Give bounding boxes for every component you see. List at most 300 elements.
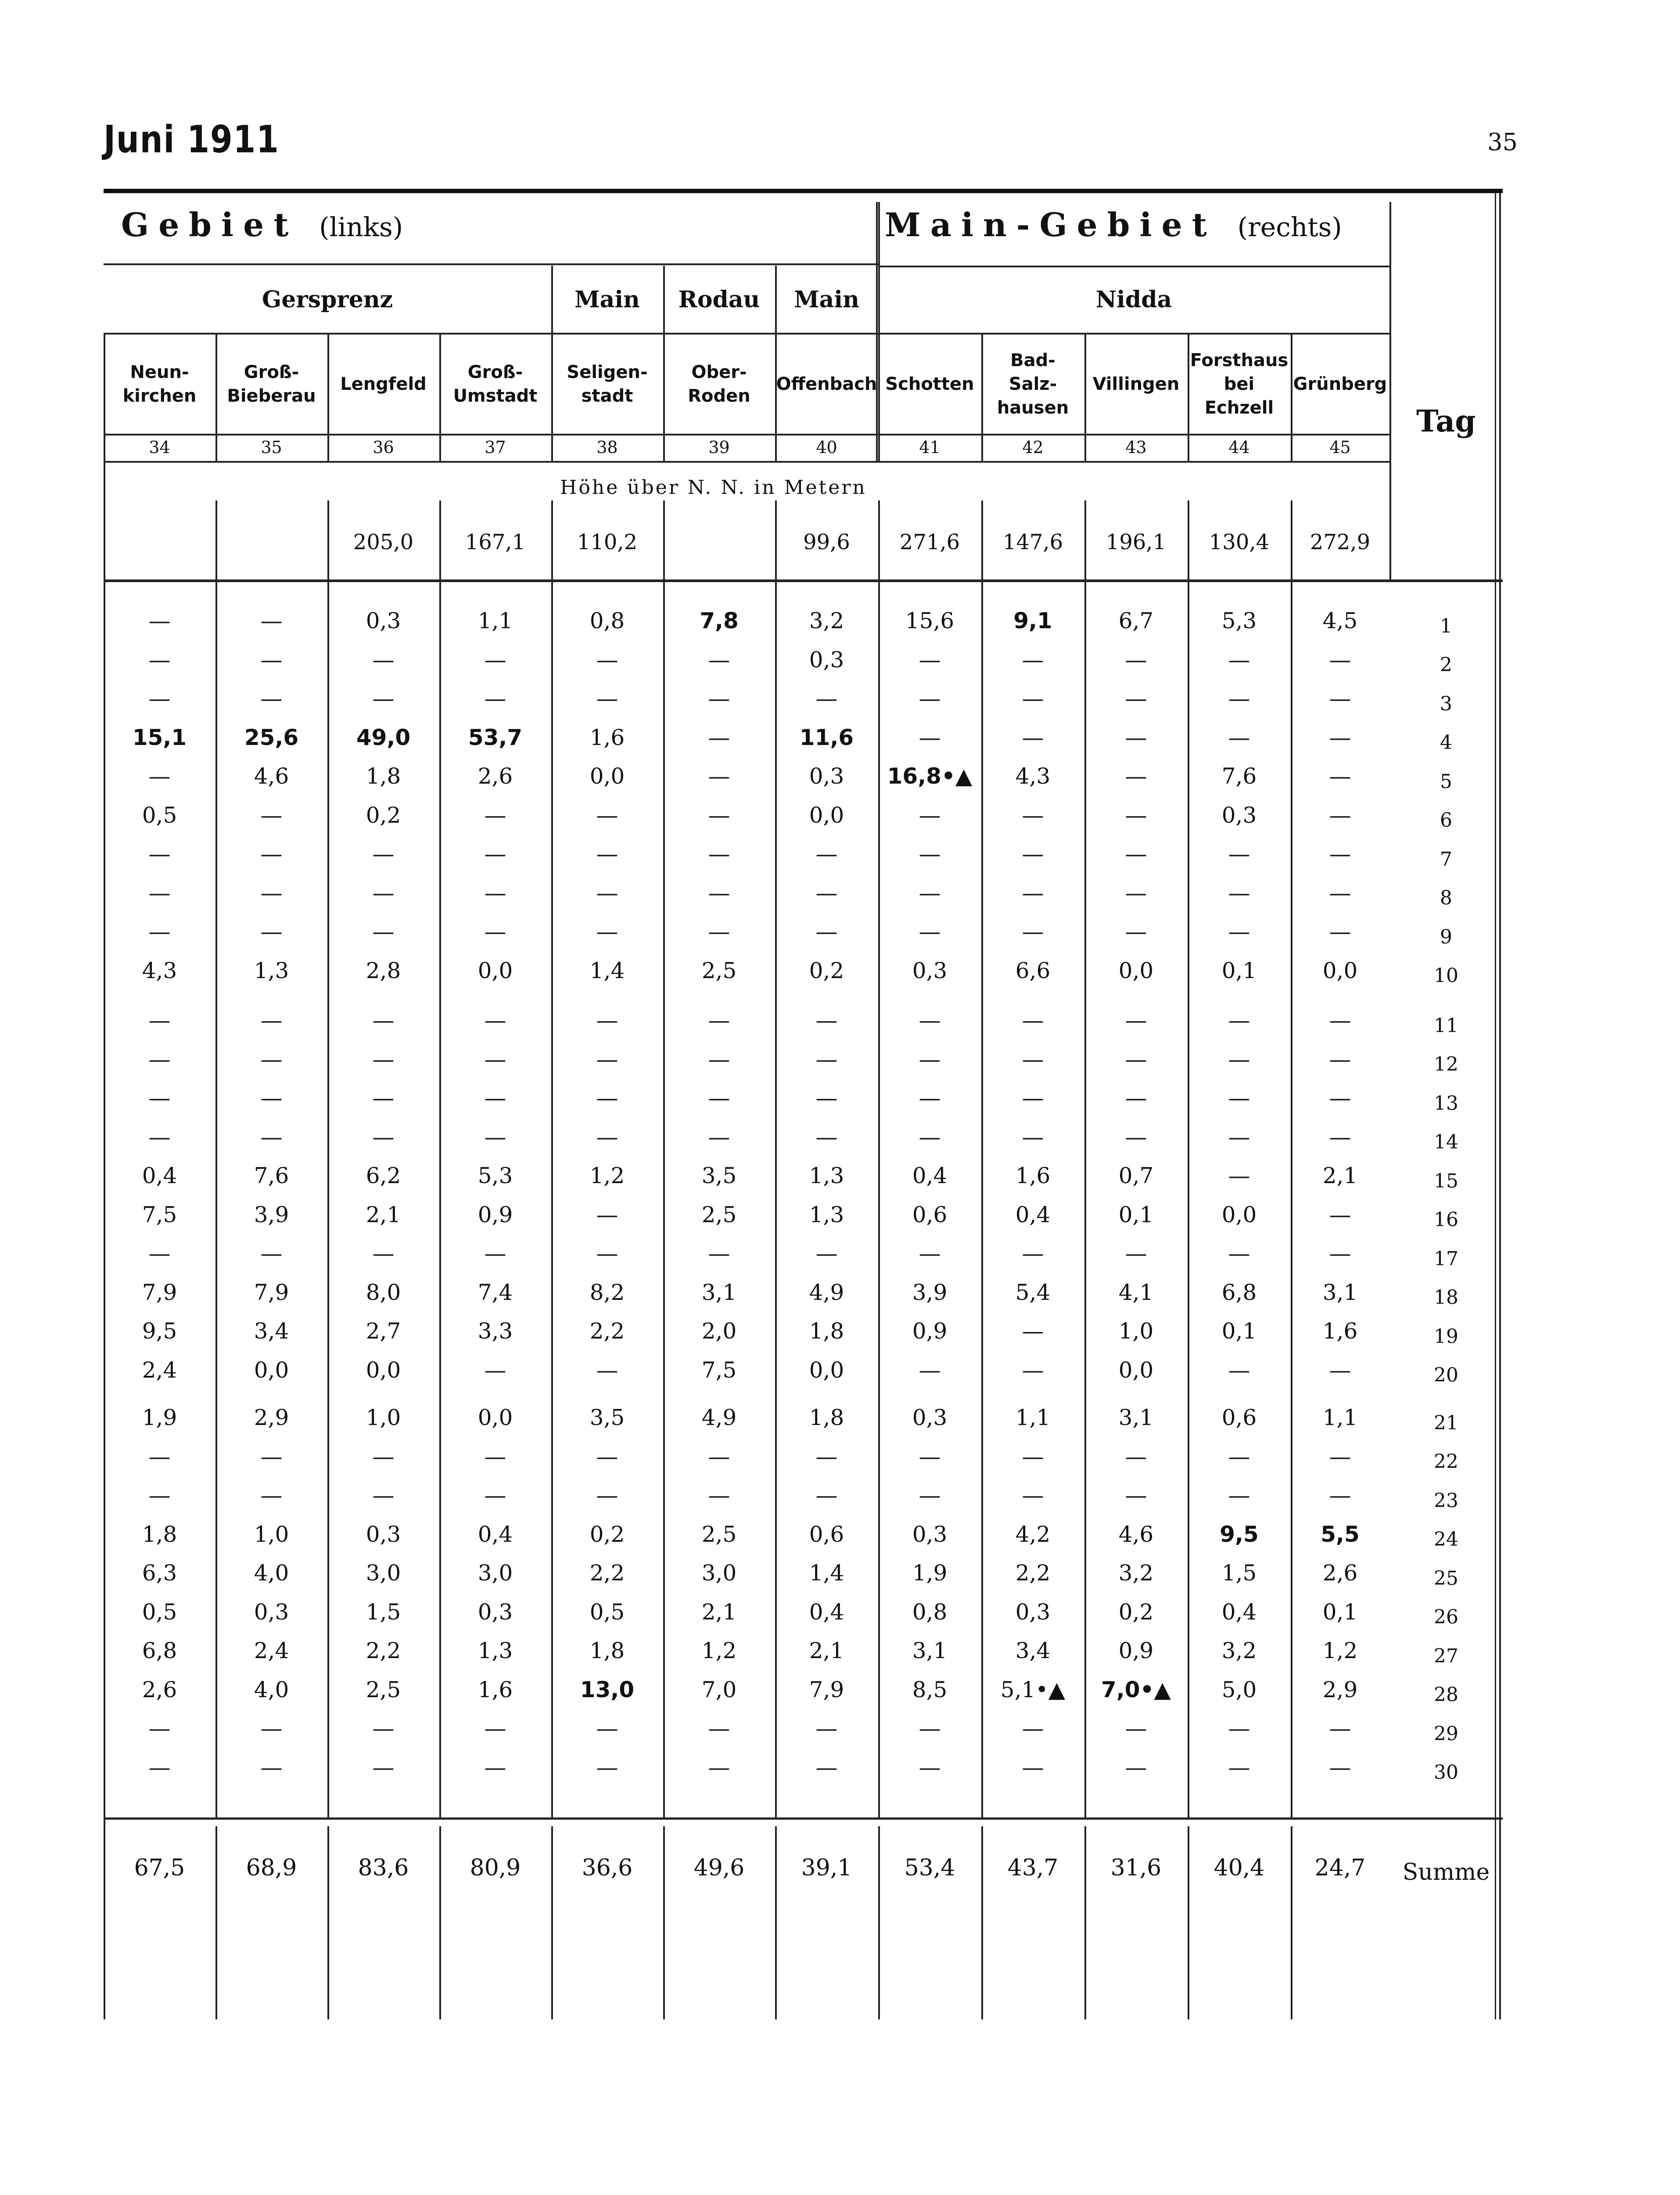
data-cell: 0,6 xyxy=(912,1202,948,1227)
data-cell: 0,1 xyxy=(1322,1599,1358,1625)
data-cell: 3,5 xyxy=(589,1405,625,1431)
data-cell: — xyxy=(1022,1241,1044,1267)
data-cell: — xyxy=(1329,1241,1351,1267)
data-cell: 4,2 xyxy=(1015,1521,1051,1547)
data-cell: 2,5 xyxy=(701,957,737,983)
data-cell: — xyxy=(596,1085,618,1111)
data-cell: — xyxy=(596,1716,618,1742)
sum-cell: 49,6 xyxy=(693,1855,745,1881)
data-cell: — xyxy=(815,841,838,867)
data-cell: — xyxy=(1022,647,1044,673)
station-height xyxy=(215,509,327,575)
data-cell: 6,8 xyxy=(142,1638,177,1664)
data-cell: — xyxy=(919,1124,941,1150)
data-cell: 5,3 xyxy=(477,1163,513,1189)
data-cell: 2,1 xyxy=(366,1202,401,1227)
data-cell: — xyxy=(1022,1046,1044,1072)
data-cell: — xyxy=(1329,919,1351,945)
data-cell: — xyxy=(708,1124,730,1150)
data-cell: 2,4 xyxy=(142,1357,177,1383)
sum-cell: 36,6 xyxy=(582,1855,633,1881)
day-number: 5 xyxy=(1440,770,1452,793)
data-cell: — xyxy=(919,880,941,906)
data-cell: — xyxy=(596,1754,618,1780)
data-cell: — xyxy=(372,647,395,673)
data-cell: 2,4 xyxy=(254,1638,289,1664)
data-cell: — xyxy=(815,1443,838,1469)
data-cell: 2,6 xyxy=(142,1677,177,1702)
data-cell: — xyxy=(919,1357,941,1383)
data-cell: 1,5 xyxy=(1221,1560,1257,1586)
data-cell: 2,1 xyxy=(809,1638,844,1664)
data-cell: 1,8 xyxy=(809,1405,844,1431)
data-cell: — xyxy=(1329,1443,1351,1469)
data-cell: — xyxy=(1228,647,1250,673)
data-cell: 0,0 xyxy=(809,802,844,828)
data-cell: — xyxy=(260,686,283,712)
precipitation-table xyxy=(104,193,1503,2019)
data-cell: 2,5 xyxy=(366,1677,401,1702)
data-cell: 0,7 xyxy=(1118,1163,1154,1189)
day-number: 14 xyxy=(1434,1131,1458,1154)
data-cell: — xyxy=(372,880,395,906)
region-rule-right xyxy=(878,266,1389,267)
data-cell: 1,0 xyxy=(254,1521,289,1547)
data-cell: 2,2 xyxy=(589,1560,625,1586)
data-cell: — xyxy=(1329,647,1351,673)
data-cell: — xyxy=(919,1716,941,1742)
data-cell: — xyxy=(1125,880,1147,906)
data-cell: — xyxy=(708,1008,730,1033)
data-cell: — xyxy=(372,919,395,945)
data-cell: — xyxy=(919,1085,941,1111)
data-cell: 1,9 xyxy=(912,1560,948,1586)
station-height xyxy=(663,509,775,575)
data-cell: — xyxy=(1022,1483,1044,1508)
sum-cell: 24,7 xyxy=(1314,1855,1366,1881)
data-cell: 1,0 xyxy=(366,1405,401,1431)
data-cell: 1,4 xyxy=(809,1560,844,1586)
day-number: 12 xyxy=(1434,1053,1458,1076)
day-number: 20 xyxy=(1434,1364,1458,1387)
data-cell: — xyxy=(148,1085,171,1111)
data-cell: 3,0 xyxy=(366,1560,401,1586)
data-cell: 1,2 xyxy=(1322,1638,1358,1664)
data-cell: 0,6 xyxy=(809,1521,844,1547)
data-cell: 2,9 xyxy=(254,1405,289,1431)
data-cell: — xyxy=(596,647,618,673)
data-cell: 1,6 xyxy=(477,1677,513,1702)
data-cell: 1,1 xyxy=(1322,1405,1358,1431)
station-height: 110,2 xyxy=(577,530,638,554)
data-cell: — xyxy=(260,608,283,634)
data-cell: 15,6 xyxy=(905,608,955,634)
data-cell: 3,0 xyxy=(477,1560,513,1586)
data-cell: — xyxy=(1125,841,1147,867)
data-cell: — xyxy=(260,647,283,673)
data-cell: — xyxy=(1125,1008,1147,1033)
data-cell: 11,6 xyxy=(799,724,854,750)
data-cell: 3,2 xyxy=(809,608,844,634)
data-cell: — xyxy=(1022,1716,1044,1742)
data-cell: 7,6 xyxy=(254,1163,289,1189)
data-cell: 0,9 xyxy=(477,1202,513,1227)
data-cell: 7,8 xyxy=(700,608,739,634)
page-number: 35 xyxy=(1487,128,1518,156)
data-cell: — xyxy=(260,802,283,828)
station-height: 196,1 xyxy=(1106,530,1167,554)
sum-cell: 39,1 xyxy=(801,1855,852,1881)
data-cell: 3,1 xyxy=(1118,1405,1154,1431)
station-number: 45 xyxy=(1329,438,1351,457)
data-cell: — xyxy=(148,763,171,789)
data-cell: — xyxy=(1228,1241,1250,1267)
station-name: Villingen xyxy=(1092,374,1180,394)
data-cell: — xyxy=(148,1754,171,1780)
data-cell: — xyxy=(1022,686,1044,712)
data-cell: — xyxy=(148,608,171,634)
data-cell: 1,3 xyxy=(809,1202,844,1227)
data-cell: 0,3 xyxy=(1221,802,1257,828)
data-cell: 0,0 xyxy=(1118,1357,1154,1383)
data-cell: 5,1•▲ xyxy=(1000,1677,1066,1702)
data-cell: 7,4 xyxy=(477,1279,513,1305)
data-cell: 0,8 xyxy=(589,608,625,634)
data-cell: 1,2 xyxy=(589,1163,625,1189)
data-cell: — xyxy=(1228,880,1250,906)
station-name: Lengfeld xyxy=(340,374,427,394)
station-number: 34 xyxy=(149,438,170,457)
data-cell: — xyxy=(1125,919,1147,945)
data-cell: — xyxy=(708,686,730,712)
data-cell: 1,2 xyxy=(701,1638,737,1664)
data-cell: — xyxy=(1329,1483,1351,1508)
data-cell: — xyxy=(372,1443,395,1469)
data-cell: 5,3 xyxy=(1221,608,1257,634)
data-cell: — xyxy=(484,919,506,945)
data-cell: — xyxy=(1329,1008,1351,1033)
data-cell: — xyxy=(1228,1716,1250,1742)
data-cell: — xyxy=(919,1443,941,1469)
station-number: 39 xyxy=(708,438,730,457)
data-cell: 13,0 xyxy=(580,1677,635,1702)
data-cell: — xyxy=(596,1241,618,1267)
data-cell: — xyxy=(1228,1046,1250,1072)
data-cell: — xyxy=(372,686,395,712)
data-cell: — xyxy=(815,1046,838,1072)
data-cell: 2,7 xyxy=(366,1318,401,1344)
data-cell: 0,6 xyxy=(1221,1405,1257,1431)
data-cell: 3,3 xyxy=(477,1318,513,1344)
data-cell: — xyxy=(484,1124,506,1150)
data-cell: — xyxy=(484,1241,506,1267)
day-number: 15 xyxy=(1434,1169,1458,1192)
sum-cell: 83,6 xyxy=(358,1855,409,1881)
data-cell: — xyxy=(815,919,838,945)
data-cell: — xyxy=(708,802,730,828)
data-cell: — xyxy=(708,1716,730,1742)
data-cell: — xyxy=(596,1202,618,1227)
data-cell: 1,6 xyxy=(1322,1318,1358,1344)
data-cell: 6,2 xyxy=(366,1163,401,1189)
data-cell: 0,4 xyxy=(142,1163,177,1189)
data-cell: 0,4 xyxy=(1015,1202,1051,1227)
data-cell: — xyxy=(148,1124,171,1150)
data-cell: — xyxy=(815,1124,838,1150)
day-number: 2 xyxy=(1440,654,1452,676)
data-cell: — xyxy=(708,1046,730,1072)
data-cell: — xyxy=(484,1046,506,1072)
data-cell: 1,9 xyxy=(142,1405,177,1431)
station-height xyxy=(104,509,215,575)
data-cell: 53,7 xyxy=(468,724,523,750)
day-number: 17 xyxy=(1434,1247,1458,1270)
data-cell: 4,3 xyxy=(142,957,177,983)
data-cell: 2,8 xyxy=(366,957,401,983)
day-number: 13 xyxy=(1434,1092,1458,1115)
data-cell: — xyxy=(596,1357,618,1383)
data-cell: 0,0 xyxy=(1322,957,1358,983)
data-cell: — xyxy=(708,1241,730,1267)
data-cell: — xyxy=(484,1008,506,1033)
day-number: 18 xyxy=(1434,1286,1458,1309)
data-cell: — xyxy=(708,1085,730,1111)
data-cell: 0,2 xyxy=(809,957,844,983)
data-cell: — xyxy=(372,1716,395,1742)
data-cell: 5,5 xyxy=(1321,1521,1360,1547)
station-number: 37 xyxy=(485,438,506,457)
data-cell: — xyxy=(148,1241,171,1267)
data-cell: — xyxy=(260,1483,283,1508)
data-cell: 7,9 xyxy=(809,1677,844,1702)
data-cell: — xyxy=(1228,1085,1250,1111)
data-cell: — xyxy=(1022,919,1044,945)
data-cell: 0,1 xyxy=(1221,957,1257,983)
data-cell: — xyxy=(260,1241,283,1267)
data-cell: — xyxy=(1329,1124,1351,1150)
data-cell: 2,5 xyxy=(701,1202,737,1227)
data-cell: 49,0 xyxy=(356,724,411,750)
data-cell: — xyxy=(148,919,171,945)
data-cell: — xyxy=(708,1443,730,1469)
data-cell: — xyxy=(1022,1754,1044,1780)
data-cell: 2,0 xyxy=(701,1318,737,1344)
data-cell: — xyxy=(1228,1163,1250,1189)
data-cell: — xyxy=(484,1483,506,1508)
day-number: 16 xyxy=(1434,1209,1458,1231)
station-number: 40 xyxy=(816,438,837,457)
day-number: 26 xyxy=(1434,1606,1458,1629)
data-cell: 4,9 xyxy=(809,1279,844,1305)
station-name: Offenbach xyxy=(776,374,877,394)
data-cell: 9,1 xyxy=(1013,608,1052,634)
day-number: 28 xyxy=(1434,1684,1458,1706)
data-cell: 4,9 xyxy=(701,1405,737,1431)
header-bottom-rule xyxy=(104,579,1503,582)
river-name-1: Main xyxy=(574,286,640,313)
data-cell: 0,3 xyxy=(366,608,401,634)
data-cell: — xyxy=(596,1443,618,1469)
data-cell: 0,2 xyxy=(589,1521,625,1547)
day-number: 4 xyxy=(1440,731,1452,754)
data-cell: — xyxy=(919,1754,941,1780)
data-cell: 0,3 xyxy=(912,957,948,983)
day-number: 7 xyxy=(1440,848,1452,871)
data-cell: — xyxy=(1228,1357,1250,1383)
data-cell: 2,2 xyxy=(366,1638,401,1664)
station-name: Neun- kirchen xyxy=(122,362,197,406)
day-number: 19 xyxy=(1434,1325,1458,1348)
data-cell: 0,5 xyxy=(142,802,177,828)
data-cell: — xyxy=(148,1443,171,1469)
data-cell: 3,5 xyxy=(701,1163,737,1189)
data-cell: 2,6 xyxy=(477,763,513,789)
data-cell: 4,6 xyxy=(254,763,289,789)
station-height: 167,1 xyxy=(465,530,526,554)
data-cell: — xyxy=(484,1085,506,1111)
data-cell: 0,9 xyxy=(1118,1638,1154,1664)
data-cell: — xyxy=(1022,802,1044,828)
data-cell: — xyxy=(1228,1483,1250,1508)
data-cell: 3,2 xyxy=(1221,1638,1257,1664)
data-cell: 0,8 xyxy=(912,1599,948,1625)
sum-cell: 31,6 xyxy=(1110,1855,1162,1881)
data-cell: 7,5 xyxy=(142,1202,177,1227)
data-cell: — xyxy=(815,1754,838,1780)
hoehe-label: Höhe über N. N. in Metern xyxy=(560,476,867,499)
data-cell: — xyxy=(148,1483,171,1508)
station-name: Ober- Roden xyxy=(688,362,750,406)
data-cell: — xyxy=(1022,1318,1044,1344)
data-cell: — xyxy=(484,802,506,828)
data-cell: — xyxy=(484,880,506,906)
day-number: 10 xyxy=(1434,964,1458,987)
data-cell: 0,3 xyxy=(809,647,844,673)
data-cell: 0,3 xyxy=(477,1599,513,1625)
river-name-4: Nidda xyxy=(1095,286,1172,313)
data-cell: 0,1 xyxy=(1118,1202,1154,1227)
data-cell: — xyxy=(919,724,941,750)
sum-cell: 68,9 xyxy=(246,1855,297,1881)
data-cell: 1,1 xyxy=(1015,1405,1051,1431)
number-rule xyxy=(104,461,1389,463)
data-cell: 1,3 xyxy=(809,1163,844,1189)
data-cell: — xyxy=(708,919,730,945)
data-cell: 6,3 xyxy=(142,1560,177,1586)
data-cell: 3,9 xyxy=(254,1202,289,1227)
station-name: Seligen- stadt xyxy=(567,362,648,406)
data-cell: — xyxy=(596,1046,618,1072)
sum-cell: 43,7 xyxy=(1007,1855,1059,1881)
data-cell: 0,5 xyxy=(142,1599,177,1625)
data-cell: — xyxy=(596,919,618,945)
sum-cell: 67,5 xyxy=(134,1855,185,1881)
data-cell: — xyxy=(596,1483,618,1508)
data-cell: — xyxy=(1329,802,1351,828)
data-cell: — xyxy=(260,841,283,867)
data-cell: 3,9 xyxy=(912,1279,948,1305)
data-cell: 1,6 xyxy=(589,724,625,750)
day-number: 6 xyxy=(1440,809,1452,832)
data-cell: — xyxy=(148,1046,171,1072)
data-cell: 6,8 xyxy=(1221,1279,1257,1305)
data-cell: — xyxy=(1125,1754,1147,1780)
data-cell: 3,1 xyxy=(912,1638,948,1664)
data-cell: — xyxy=(815,1241,838,1267)
river-name-2: Rodau xyxy=(678,286,760,313)
data-cell: — xyxy=(260,1008,283,1033)
station-name: Schotten xyxy=(885,374,974,394)
data-cell: 2,2 xyxy=(1015,1560,1051,1586)
data-cell: 1,3 xyxy=(254,957,289,983)
data-cell: — xyxy=(148,1008,171,1033)
data-cell: — xyxy=(484,1754,506,1780)
data-cell: — xyxy=(372,1124,395,1150)
data-cell: — xyxy=(372,1008,395,1033)
data-cell: 0,0 xyxy=(1118,957,1154,983)
data-cell: 0,3 xyxy=(809,763,844,789)
data-cell: 1,8 xyxy=(809,1318,844,1344)
day-number: 25 xyxy=(1434,1567,1458,1590)
data-cell: — xyxy=(372,1754,395,1780)
station-name: Forsthaus bei Echzell xyxy=(1190,350,1289,418)
region-rule-left xyxy=(104,263,878,265)
data-cell: — xyxy=(708,763,730,789)
data-cell: 2,5 xyxy=(701,1521,737,1547)
data-cell: 15,1 xyxy=(132,724,187,750)
data-cell: 3,1 xyxy=(1322,1279,1358,1305)
data-cell: — xyxy=(1125,647,1147,673)
data-cell: — xyxy=(919,1046,941,1072)
data-cell: 7,5 xyxy=(701,1357,737,1383)
data-cell: — xyxy=(1022,1357,1044,1383)
station-number: 43 xyxy=(1125,438,1147,457)
data-cell: 0,0 xyxy=(366,1357,401,1383)
data-cell: — xyxy=(708,880,730,906)
data-cell: 5,0 xyxy=(1221,1677,1257,1702)
station-number: 38 xyxy=(596,438,618,457)
data-cell: 1,8 xyxy=(142,1521,177,1547)
data-cell: 0,0 xyxy=(477,1405,513,1431)
data-cell: — xyxy=(919,686,941,712)
data-cell: — xyxy=(1228,841,1250,867)
data-cell: 3,2 xyxy=(1118,1560,1154,1586)
day-number: 24 xyxy=(1434,1528,1458,1551)
data-cell: 1,8 xyxy=(366,763,401,789)
data-cell: — xyxy=(815,1483,838,1508)
river-name-0: Gersprenz xyxy=(262,286,393,313)
data-cell: — xyxy=(372,1085,395,1111)
data-cell: — xyxy=(815,880,838,906)
data-cell: 0,0 xyxy=(477,957,513,983)
data-cell: — xyxy=(596,1008,618,1033)
summe-label: Summe xyxy=(1402,1859,1490,1886)
day-number: 8 xyxy=(1440,887,1452,910)
data-cell: — xyxy=(484,1443,506,1469)
data-cell: 5,4 xyxy=(1015,1279,1051,1305)
data-cell: 7,9 xyxy=(142,1279,177,1305)
data-cell: — xyxy=(260,1754,283,1780)
data-cell: — xyxy=(919,1241,941,1267)
data-cell: — xyxy=(596,686,618,712)
data-cell: 0,4 xyxy=(912,1163,948,1189)
data-cell: — xyxy=(1125,1241,1147,1267)
data-cell: 3,4 xyxy=(1015,1638,1051,1664)
data-cell: 7,6 xyxy=(1221,763,1257,789)
data-cell: — xyxy=(1329,1754,1351,1780)
station-name: Groß- Umstadt xyxy=(453,362,538,406)
data-cell: — xyxy=(919,802,941,828)
